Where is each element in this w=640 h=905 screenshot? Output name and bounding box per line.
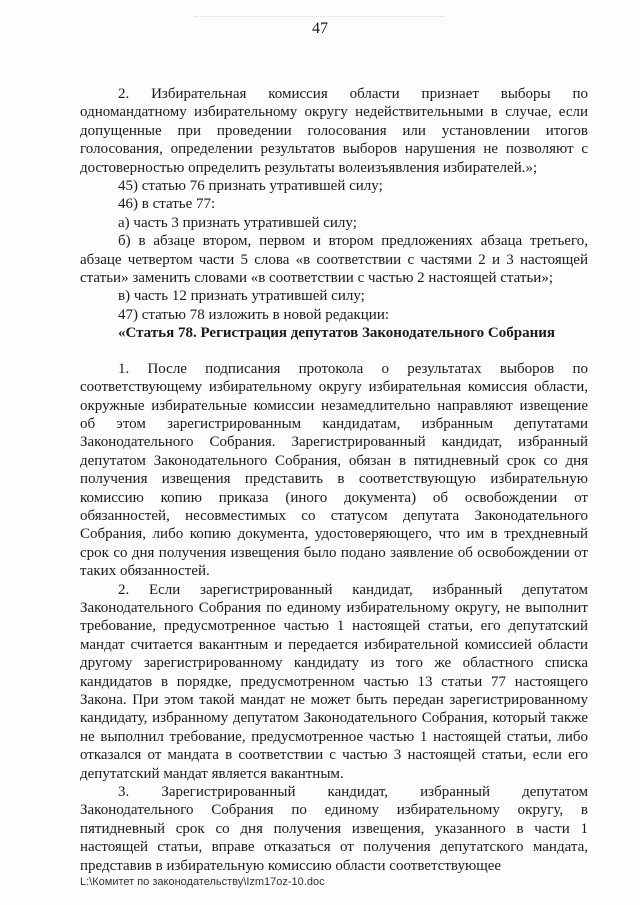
paragraph: 1. После подписания протокола о результатах выборов по соответствующему избирательному округу избирательная комиссия области, окружные избирательные комиссии незамедлительно направляют извещение об этом зарегистрированным кандидатам, избранным депутатами Законодательного Собрания. Зарегистрированный кандидат, избранный депутатом Законодательного Собрания, обязан в пятидневный срок со дня получения извещения представить в соответствующую избирательную комиссию копию приказа (иного документа) об освобождении от обязанностей, несовместимых со статусом депутата Законодательного Собрания, либо копию документа, удостоверяющего, что им в трехдневный срок со дня получения извещения было подано заявление об освобождении от таких обязанностей. [80,360,588,580]
article-heading: «Статья 78. Регистрация депутатов Законодательного Собрания [118,325,555,342]
paragraph: 3. Зарегистрированный кандидат, избранный депутатом Законодательного Собрания по единому избирательному округу, в пятидневный срок со дня получения извещения, указанного в части 1 настоящей статьи, вправе отказаться от получения депутатского мандата, представив в избирательную комиссию области соответствующее [80,784,588,874]
paragraph: б) в абзаце втором, первом и втором предложениях абзаца третьего, абзаце четвертом части 5 слова «в соответствии с частями 2 и 3 настоящей статьи» заменить словами «в соответствии с частью 2 настоящей статьи»; [80,233,588,287]
paragraph: 2. Избирательная комиссия области признает выборы по одномандатному избирательному округу недействительными в случае, если допущенные при проведении голосования или установлении итогов голосования, определении результатов выборов нарушения не позволяют с достоверностью определить результаты волеизъявления избирателей.»; [80,86,588,176]
document-body [80,85,588,875]
file-path-footer: L:\Комитет по законодательству\Izm17oz-10.doc [80,876,325,888]
paragraph: 2. Если зарегистрированный кандидат, избранный депутатом Законодательного Собрания по единому избирательному округу, не выполнит требование, предусмотренное частью 1 настоящей статьи, его депутатский мандат считается вакантным и передается избирательной комиссией области другому зарегистрированному кандидату из того же областного списка кандидатов в порядке, предусмотренном частью 13 статьи 77 настоящего Закона. При этом такой мандат не может быть передан зарегистрированному кандидату, избранному депутатом Законодательного Собрания, который также не выполнил требование, предусмотренное частью 1 настоящей статьи, либо отказался от мандата в соответствии с частью 3 настоящей статьи, если его депутатский мандат является вакантным. [80,581,588,782]
paragraph: 46) в статье 77: [118,196,216,213]
paragraph: 47) статью 78 изложить в новой редакции: [118,306,390,323]
paragraph: в) часть 12 признать утратившей силу; [118,288,365,305]
paragraph: 45) статью 76 признать утратившей силу; [118,178,383,195]
paragraph: а) часть 3 признать утратившей силу; [118,214,357,231]
page-number: 47 [312,20,328,37]
